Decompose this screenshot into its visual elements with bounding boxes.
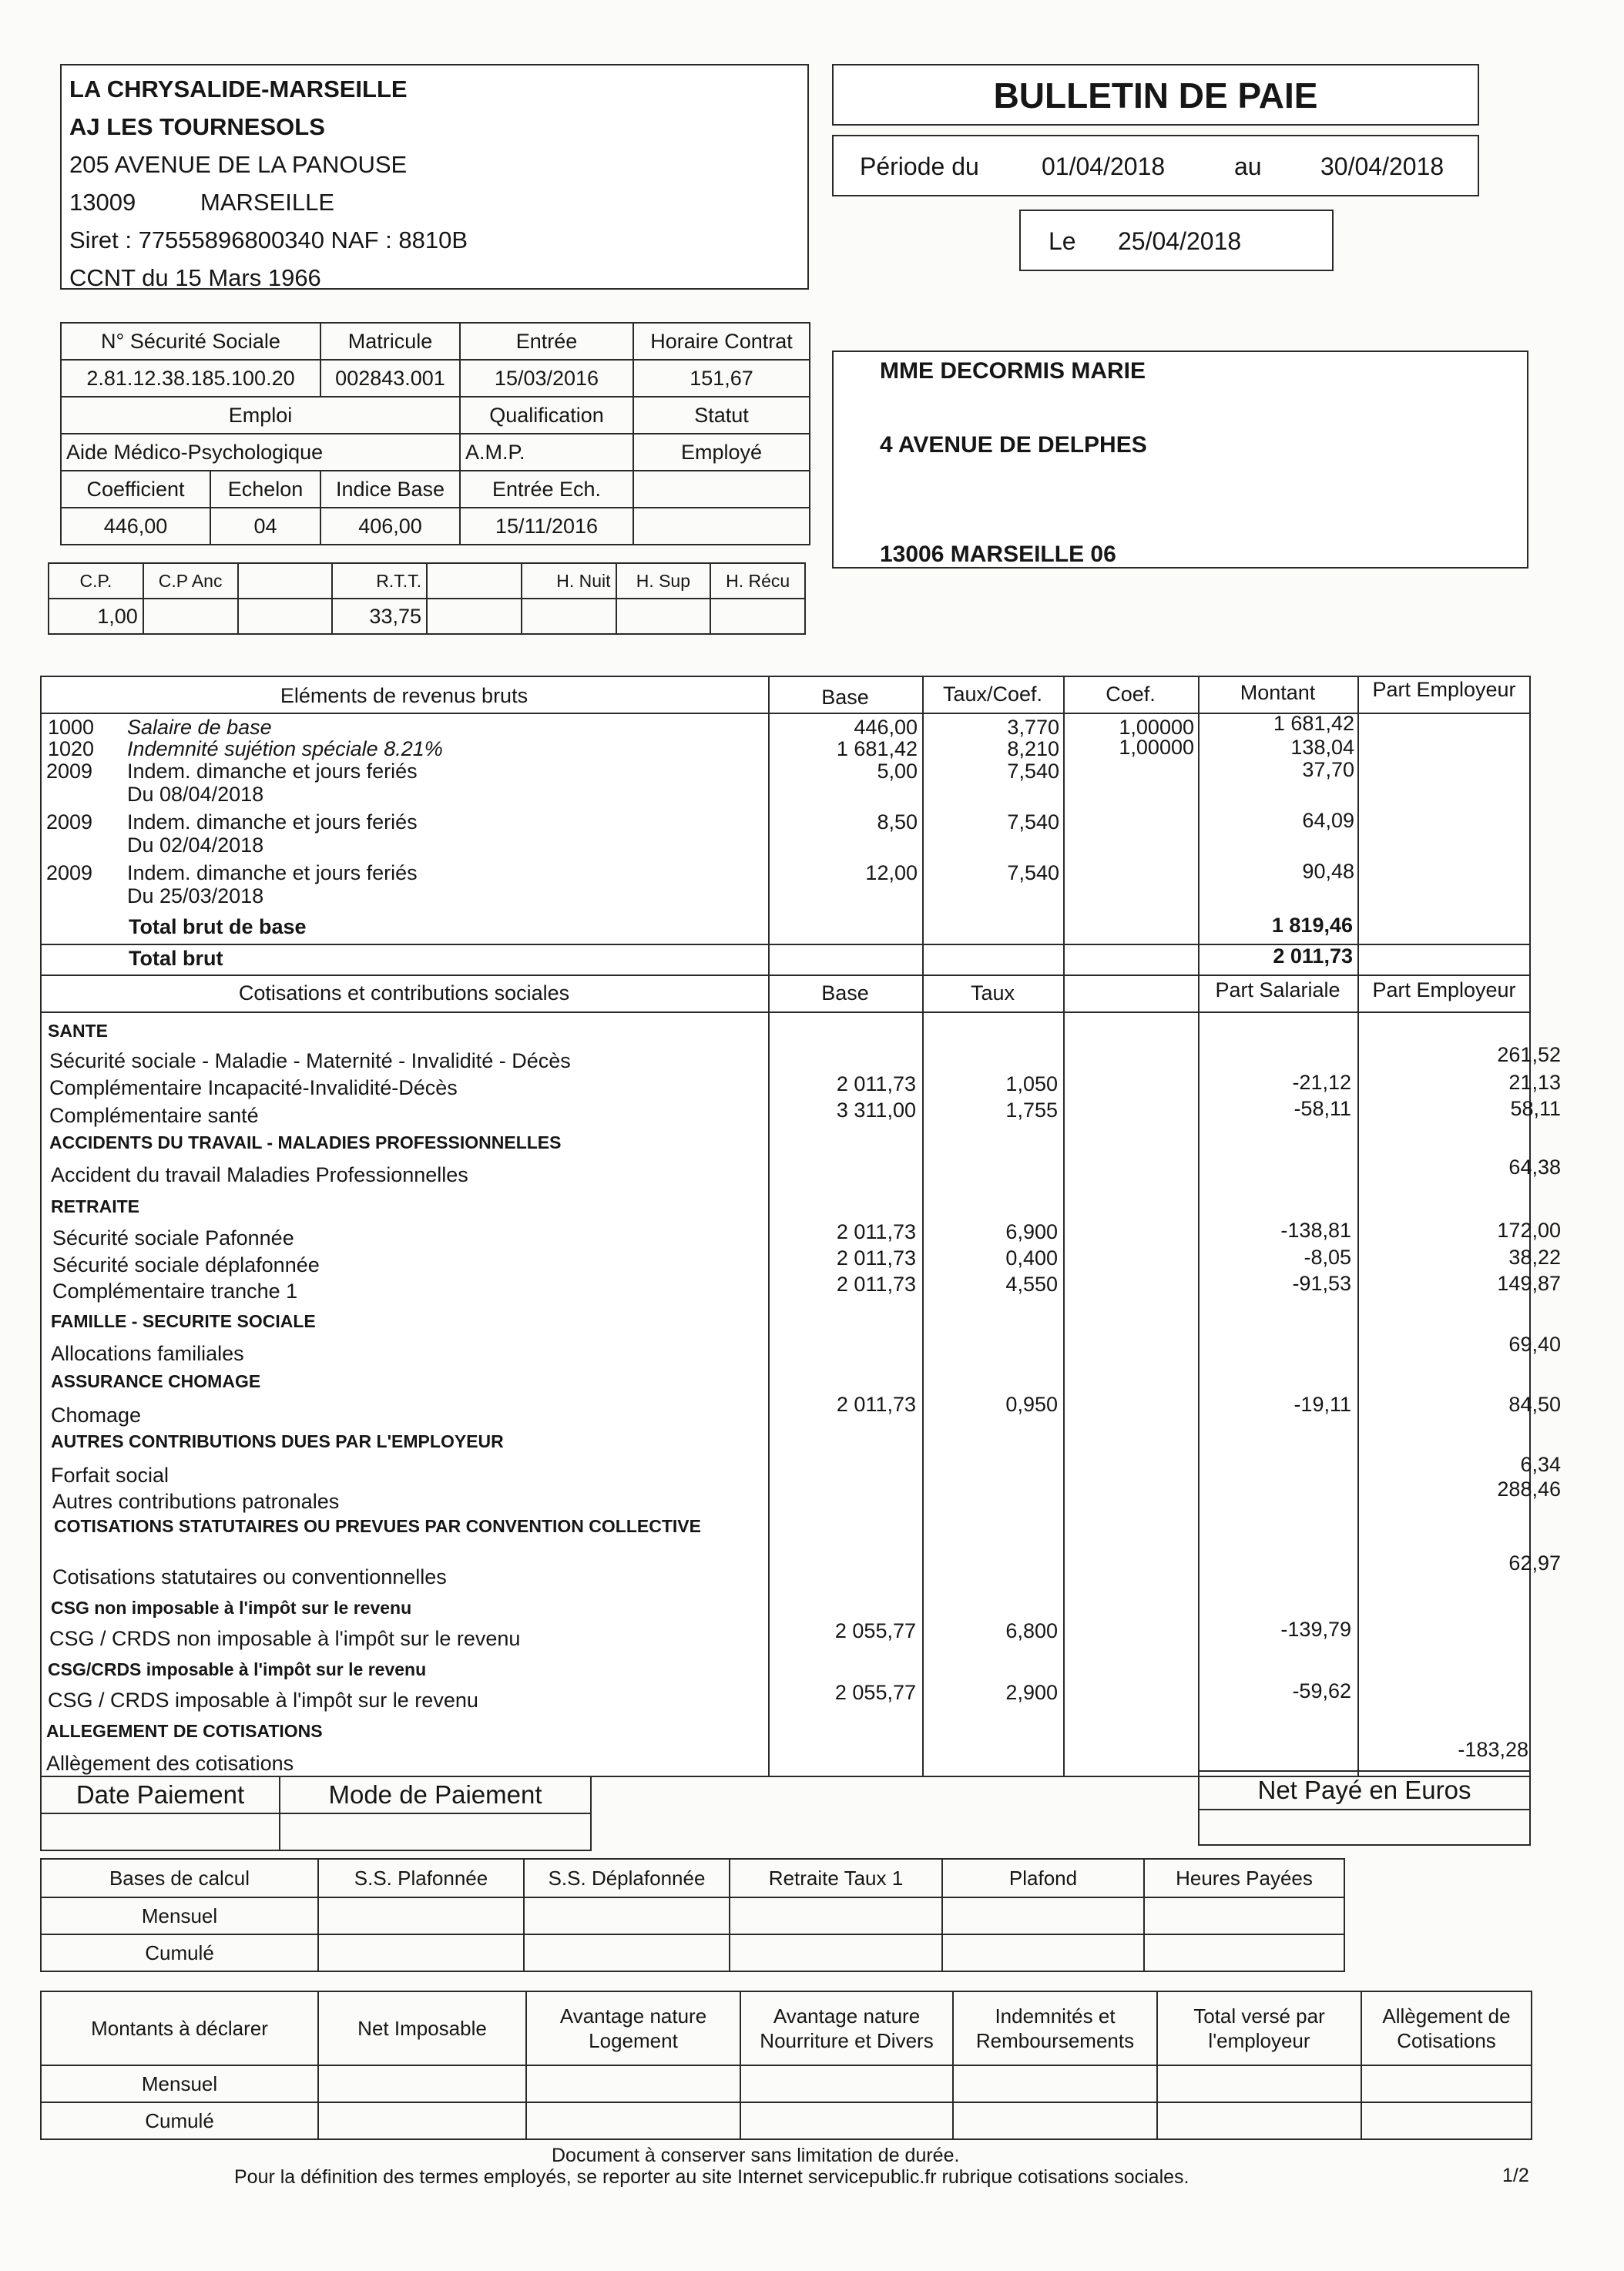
row-code: 2009 [46,760,93,783]
employee-name: MME DECORMIS MARIE [880,358,1146,384]
empty-cell [427,599,522,634]
header-part-salariale: Part Salariale [1215,978,1340,1001]
echelon-value: 04 [210,508,320,545]
period-end: 30/04/2018 [1320,153,1444,180]
contrib-employeur: 172,00 [1497,1219,1561,1242]
contrib-employeur: 149,87 [1497,1272,1561,1295]
period-label: Période du [860,153,979,180]
net-paid-table [1198,1770,1531,1846]
contrib-base: 3 311,00 [836,1099,916,1122]
contrib-label: CSG / CRDS non imposable à l'impôt sur le revenu [49,1627,521,1650]
row-code: 2009 [46,861,93,884]
issue-date-label: Le [1049,227,1076,255]
contrib-employeur: 21,13 [1508,1071,1561,1094]
contrib-taux: 1,050 [1005,1072,1058,1095]
row-taux: 7,540 [1007,760,1059,783]
contrib-label: Accident du travail Maladies Professionnelles [51,1163,468,1186]
header-indemnites: Indemnités et Remboursements [953,1991,1157,2065]
contrib-employeur: 288,46 [1497,1478,1561,1501]
row-coef: 1,00000 [1119,736,1194,759]
section-title: ASSURANCE CHOMAGE [51,1371,261,1391]
net-paid-label: Net Payé en Euros [1199,1771,1530,1810]
contrib-employeur: 38,22 [1508,1246,1561,1269]
employer-name: LA CHRYSALIDE-MARSEILLE [69,75,408,102]
row-sublabel: Du 08/04/2018 [127,783,264,806]
payment-date-value [41,1813,280,1850]
establishment-name: AJ LES TOURNESOLS [69,113,325,140]
footer-line-1: Document à conserver sans limitation de durée. [552,2145,960,2166]
row-taux: 8,210 [1007,737,1059,760]
contrib-label: Complémentaire tranche 1 [52,1280,298,1303]
total-brut-base-value: 1 819,46 [1271,914,1353,937]
contrib-label: Cotisations statutaires ou conventionnelles [52,1565,447,1588]
contrib-label: Sécurité sociale déplafonnée [52,1253,320,1276]
contrib-taux: 0,400 [1005,1246,1058,1270]
header-matricule: Matricule [320,323,460,360]
contrib-label: Autres contributions patronales [52,1490,340,1513]
contrib-taux: 1,755 [1005,1099,1058,1122]
contrib-employeur: 58,11 [1510,1097,1561,1120]
header-indice: Indice Base [320,471,460,508]
header-ss-deplafonnee: S.S. Déplafonnée [524,1859,730,1897]
header-contrib-taux: Taux [970,981,1015,1005]
header-base: Base [821,686,869,709]
header-emploi: Emploi [61,397,460,434]
contrib-salariale: -138,81 [1280,1219,1351,1242]
empty-cell [633,508,810,545]
payment-mode-value [280,1813,591,1850]
contrib-employeur: 69,40 [1508,1333,1561,1356]
row-montant: 138,04 [1290,736,1354,759]
header-montants-declarer: Montants à déclarer [41,1991,318,2065]
entree-value: 15/03/2016 [460,360,633,397]
matricule-value: 002843.001 [320,360,460,397]
employee-info-table [60,322,810,545]
horaire-value: 151,67 [633,360,810,397]
contrib-employeur: 64,38 [1508,1156,1561,1179]
contrib-taux: 0,950 [1005,1393,1058,1416]
payment-date-label: Date Paiement [41,1776,280,1813]
contrib-salariale: -8,05 [1304,1246,1351,1269]
contrib-base: 2 011,73 [836,1072,916,1095]
contrib-base: 2 055,77 [834,1619,916,1642]
section-title: ACCIDENTS DU TRAVAIL - MALADIES PROFESSIONNELLES [49,1132,562,1152]
employer-city: MARSEILLE [200,189,335,216]
employer-address: 205 AVENUE DE LA PANOUSE [69,151,408,178]
contrib-employeur: 84,50 [1508,1393,1561,1416]
empty-cell [238,599,333,634]
row-sublabel: Du 25/03/2018 [127,884,264,907]
row-label: Salaire de base [127,716,272,739]
header-retraite-taux1: Retraite Taux 1 [730,1859,942,1897]
empty-cell [143,599,238,634]
section-title: ALLEGEMENT DE COTISATIONS [46,1721,323,1741]
employee-address: 4 AVENUE DE DELPHES [880,432,1147,458]
contrib-label: Forfait social [51,1464,169,1487]
header-part-employeur: Part Employeur [1372,678,1516,701]
row-taux: 7,540 [1007,810,1059,834]
section-title: FAMILLE - SECURITE SOCIALE [51,1311,316,1331]
row-mensuel-label: Mensuel [41,1897,318,1934]
empty-cell [633,471,810,508]
header-contrib-part-employeur: Part Employeur [1372,978,1516,1001]
contrib-salariale: -91,53 [1292,1272,1351,1295]
document-title: BULLETIN DE PAIE [832,64,1479,126]
header-h-nuit: H. Nuit [522,563,616,599]
header-h-sup: H. Sup [616,563,711,599]
contrib-label: CSG / CRDS imposable à l'impôt sur le revenu [48,1689,478,1712]
page-number: 1/2 [1502,2165,1529,2186]
employer-block [60,64,809,290]
entree-ech-value: 15/11/2016 [460,508,633,545]
row-label: Indem. dimanche et jours feriés [127,861,418,884]
section-title: COTISATIONS STATUTAIRES OU PREVUES PAR CONVENTION COLLECTIVE [54,1516,701,1536]
row-cumule-label: Cumulé [41,2102,318,2139]
row-code: 1020 [48,737,95,760]
empty-cell [616,599,711,634]
contrib-employeur: 261,52 [1497,1043,1561,1066]
section-title: RETRAITE [51,1196,139,1216]
net-paid-value [1199,1810,1530,1845]
total-brut-value: 2 011,73 [1273,944,1353,968]
header-ssn: N° Sécurité Sociale [61,323,320,360]
row-base: 1 681,42 [836,737,918,760]
statut-value: Employé [633,434,810,471]
section-title: AUTRES CONTRIBUTIONS DUES PAR L'EMPLOYEUR [51,1431,504,1451]
header-montant: Montant [1240,681,1316,704]
row-code: 1000 [48,716,95,739]
row-base: 446,00 [854,716,918,739]
employer-siret: Siret : 77555896800340 NAF : 8810B [69,226,468,253]
employer-convention: CCNT du 15 Mars 1966 [69,264,321,291]
row-coef: 1,00000 [1119,716,1194,739]
header-cp-anc: C.P Anc [143,563,238,599]
total-brut-label: Total brut [129,947,223,970]
header-rtt: R.T.T. [332,563,427,599]
row-label: Indem. dimanche et jours feriés [127,760,418,783]
row-montant: 64,09 [1302,809,1354,832]
total-brut-base-label: Total brut de base [129,915,307,938]
contrib-salariale: -58,11 [1293,1097,1351,1120]
header-bases-calcul: Bases de calcul [41,1859,318,1897]
payment-mode-label: Mode de Paiement [280,1776,591,1813]
header-allegement: Allègement de Cotisations [1361,1991,1532,2065]
header-entree: Entrée [460,323,633,360]
contrib-employeur: 6,34 [1520,1453,1561,1476]
emploi-value: Aide Médico-Psychologique [61,434,460,471]
row-code: 2009 [46,810,93,834]
header-total-verse: Total versé par l'employeur [1157,1991,1361,2065]
contrib-taux: 2,900 [1005,1681,1058,1704]
header-echelon: Echelon [210,471,320,508]
row-label: Indemnité sujétion spéciale 8.21% [127,737,443,760]
contrib-employeur: -183,28 [1458,1738,1528,1761]
header-earnings-label: Eléments de revenus bruts [280,684,528,707]
row-base: 8,50 [877,810,918,834]
contrib-taux: 6,900 [1005,1220,1058,1243]
indice-value: 406,00 [320,508,460,545]
leave-hours-table [48,562,806,635]
header-avantage-logement: Avantage nature Logement [526,1991,740,2065]
empty-cell [238,563,333,599]
issue-date-box [1019,210,1334,271]
cp-value: 1,00 [49,599,143,634]
payment-table [40,1776,592,1851]
employer-postal-code: 13009 [69,189,136,216]
section-title: SANTE [48,1021,108,1041]
contrib-label: Chomage [51,1404,142,1427]
contrib-taux: 4,550 [1005,1273,1058,1296]
period-start: 01/04/2018 [1042,153,1166,180]
header-statut: Statut [633,397,810,434]
header-h-recu: H. Récu [710,563,805,599]
row-montant: 1 681,42 [1273,712,1354,735]
row-mensuel-label: Mensuel [41,2065,318,2102]
header-ss-plafonnee: S.S. Plafonnée [318,1859,524,1897]
contrib-base: 2 011,73 [836,1220,916,1243]
contrib-salariale: -139,79 [1280,1618,1351,1641]
header-entree-ech: Entrée Ech. [460,471,633,508]
period-to-label: au [1234,153,1262,180]
qualification-value: A.M.P. [460,434,633,471]
header-coefficient: Coefficient [61,471,210,508]
section-title: CSG/CRDS imposable à l'impôt sur le revenu [48,1659,427,1679]
row-cumule-label: Cumulé [41,1934,318,1971]
header-net-imposable: Net Imposable [318,1991,526,2065]
header-avantage-nourriture: Avantage nature Nourriture et Divers [740,1991,953,2065]
contrib-base: 2 011,73 [836,1246,916,1270]
contrib-label: Complémentaire santé [49,1104,259,1127]
contrib-salariale: -19,11 [1293,1393,1351,1416]
header-heures-payees: Heures Payées [1144,1859,1344,1897]
contrib-label: Sécurité sociale - Maladie - Maternité - Invalidité - Décès [49,1049,571,1072]
montants-declarer-table [40,1991,1532,2140]
header-coef: Coef. [1106,683,1156,706]
contrib-label: Allègement des cotisations [46,1752,294,1775]
empty-cell [710,599,805,634]
row-taux: 3,770 [1007,716,1059,739]
contrib-salariale: -59,62 [1292,1679,1351,1702]
contrib-employeur: 62,97 [1508,1551,1561,1575]
contrib-label: Allocations familiales [51,1342,244,1365]
period-box [832,135,1479,196]
contrib-base: 2 055,77 [834,1681,916,1704]
row-montant: 37,70 [1302,758,1354,781]
header-contrib-base: Base [821,981,869,1005]
row-sublabel: Du 02/04/2018 [127,834,264,857]
header-horaire: Horaire Contrat [633,323,810,360]
contrib-taux: 6,800 [1005,1619,1058,1642]
contrib-label: Complémentaire Incapacité-Invalidité-Décès [49,1076,458,1099]
row-base: 5,00 [877,760,918,783]
ssn-value: 2.81.12.38.185.100.20 [61,360,320,397]
row-taux: 7,540 [1007,861,1059,884]
contrib-label: Sécurité sociale Pafonnée [52,1226,294,1250]
row-montant: 90,48 [1302,860,1354,883]
coefficient-value: 446,00 [61,508,210,545]
bases-calcul-table [40,1858,1345,1972]
header-qualification: Qualification [460,397,633,434]
row-base: 12,00 [865,861,918,884]
header-contributions-label: Cotisations et contributions sociales [238,981,570,1005]
header-plafond: Plafond [942,1859,1144,1897]
header-cp: C.P. [49,563,143,599]
section-title: CSG non imposable à l'impôt sur le revenu [51,1598,412,1618]
footer-line-2: Pour la définition des termes employés, se reporter au site Internet servicepublic.fr rubrique cotisations sociales. [234,2166,1189,2188]
empty-cell [522,599,616,634]
rtt-value: 33,75 [332,599,427,634]
employee-address-block [832,351,1528,569]
header-taux-coef: Taux/Coef. [942,683,1043,706]
contrib-base: 2 011,73 [836,1273,916,1296]
employee-city: 13006 MARSEILLE 06 [880,542,1116,567]
issue-date-value: 25/04/2018 [1118,227,1242,255]
row-label: Indem. dimanche et jours feriés [127,810,418,834]
contrib-salariale: -21,12 [1292,1071,1351,1094]
empty-cell [427,563,522,599]
contrib-base: 2 011,73 [836,1393,916,1416]
